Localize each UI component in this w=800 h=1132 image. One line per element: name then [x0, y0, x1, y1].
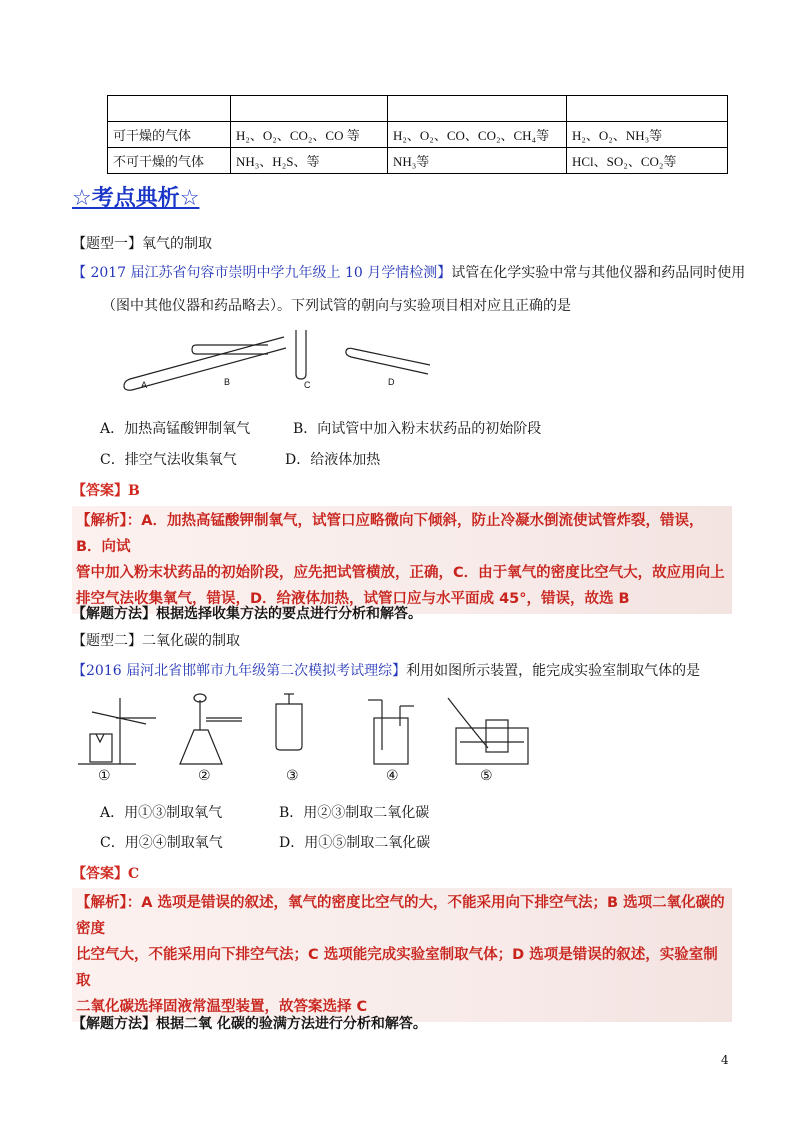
q1-analysis-box	[72, 506, 732, 614]
q2-option-a: A．用①③制取氧气	[100, 805, 223, 821]
q1-option-b: B．向试管中加入粉末状药品的初始阶段	[293, 421, 542, 437]
test-tube-d	[346, 348, 430, 374]
answer-value: B	[128, 483, 140, 499]
q2-apparatus-figure	[76, 690, 536, 770]
table-cell: HCl、SO₂、CO₂等	[567, 148, 728, 174]
apparatus-5	[448, 698, 528, 764]
q1-stem-1: 试管在化学实验中常与其他仪器和药品同时使用	[451, 265, 746, 281]
apparatus-4	[368, 700, 414, 764]
test-tube-b	[192, 345, 268, 354]
q2-option-c: C．用②④制取氧气	[100, 835, 223, 851]
analysis-line: 【解析】：A 选项是错误的叙述，氧气的密度比空气的大，不能采用向下排空气法；B 选项二氧化碳的密度	[76, 895, 725, 937]
q2-stem-line	[72, 660, 700, 680]
table-cell	[388, 96, 567, 122]
analysis-line: 排空气法收集氧气，错误，D．给液体加热，试管口应与水平面成 45°，错误，故选 B	[76, 591, 630, 607]
q1-source: 【 2017 届江苏省句容市崇明中学九年级上 10 月学情检测】	[72, 265, 452, 281]
table-row	[108, 148, 728, 174]
page-number: 4	[721, 1053, 729, 1067]
q1-option-c: C．排空气法收集氧气	[100, 452, 237, 468]
answer-value: C	[128, 866, 140, 882]
q1-test-tube-figure	[110, 318, 450, 398]
table-cell	[231, 96, 388, 122]
q2-option-d: D．用①⑤制取二氧化碳	[279, 835, 431, 851]
figure-label-4: ④	[386, 768, 399, 784]
q2-type-label: 【题型二】二氧化碳的制取	[72, 633, 240, 649]
table-cell: H₂、O₂、CO₂、CO 等	[231, 122, 388, 148]
table-cell	[108, 96, 231, 122]
apparatus-2	[180, 694, 242, 764]
table-cell	[567, 96, 728, 122]
figure-label-b: B	[224, 377, 231, 387]
figure-label-2: ②	[198, 768, 211, 784]
gas-drying-table	[107, 95, 728, 174]
apparatus-3	[276, 694, 302, 750]
method-label: 【解题方法】	[72, 606, 156, 622]
q1-method	[72, 603, 422, 623]
figure-label-d: D	[388, 377, 395, 387]
q2-option-b: B．用②③制取二氧化碳	[279, 805, 430, 821]
table-cell: NH₃等	[388, 148, 567, 174]
q1-type-label: 【题型一】氧气的制取	[72, 236, 212, 252]
figure-label-1: ①	[98, 768, 111, 784]
q2-answer	[72, 863, 139, 883]
figure-label-3: ③	[286, 768, 299, 784]
analysis-line: 管中加入粉末状药品的初始阶段，应先把试管横放，正确，C．由于氧气的密度比空气大，故应用向上	[76, 565, 725, 581]
q1-answer	[72, 480, 140, 500]
table-row	[108, 122, 728, 148]
analysis-line: 比空气大，不能采用向下排空气法；C 选项能完成实验室制取气体；D 选项是错误的叙述，实验室制取	[76, 947, 718, 989]
table-cell: 可干燥的气体	[108, 122, 231, 148]
figure-label-5: ⑤	[480, 768, 493, 784]
q2-method	[72, 1013, 427, 1033]
method-label: 【解题方法】	[72, 1016, 156, 1032]
table-cell: NH₃、H₂S、等	[231, 148, 388, 174]
test-tube-c	[296, 330, 306, 379]
q2-stem: 利用如图所示装置，能完成实验室制取气体的是	[406, 663, 701, 679]
analysis-line: 【解析】：A．加热高锰酸钾制氧气，试管口应略微向下倾斜，防止冷凝水倒流使试管炸裂，错误，B．向试	[76, 513, 704, 555]
answer-label: 【答案】	[72, 483, 128, 499]
method-text: 根据选择收集方法的要点进行分析和解答。	[156, 606, 422, 622]
q2-source: 【2016 届河北省邯郸市九年级第二次模拟考试理综】	[72, 663, 407, 679]
table-cell: H₂、O₂、NH₃等	[567, 122, 728, 148]
table-cell: H₂、O₂、CO、CO₂、CH₄等	[388, 122, 567, 148]
q1-option-d: D．给液体加热	[285, 452, 381, 468]
table-row	[108, 96, 728, 122]
q2-analysis-box	[72, 888, 732, 1022]
figure-label-a: A	[141, 380, 148, 390]
section-title: ☆考点典析☆	[72, 186, 200, 211]
apparatus-1	[78, 698, 156, 764]
analysis-line: 二氧化碳选择固液常温型装置，故答案选择 C	[76, 999, 368, 1015]
q1-stem-2: （图中其他仪器和药品略去）。下列试管的朝向与实验项目相对应且正确的是	[102, 298, 571, 314]
q1-option-a: A．加热高锰酸钾制氧气	[100, 421, 251, 437]
q1-stem-line-1	[72, 262, 745, 282]
table-cell: 不可干燥的气体	[108, 148, 231, 174]
figure-label-c: C	[304, 380, 311, 390]
method-text: 根据二氧 化碳的验满方法进行分析和解答。	[156, 1016, 427, 1032]
answer-label: 【答案】	[72, 866, 128, 882]
